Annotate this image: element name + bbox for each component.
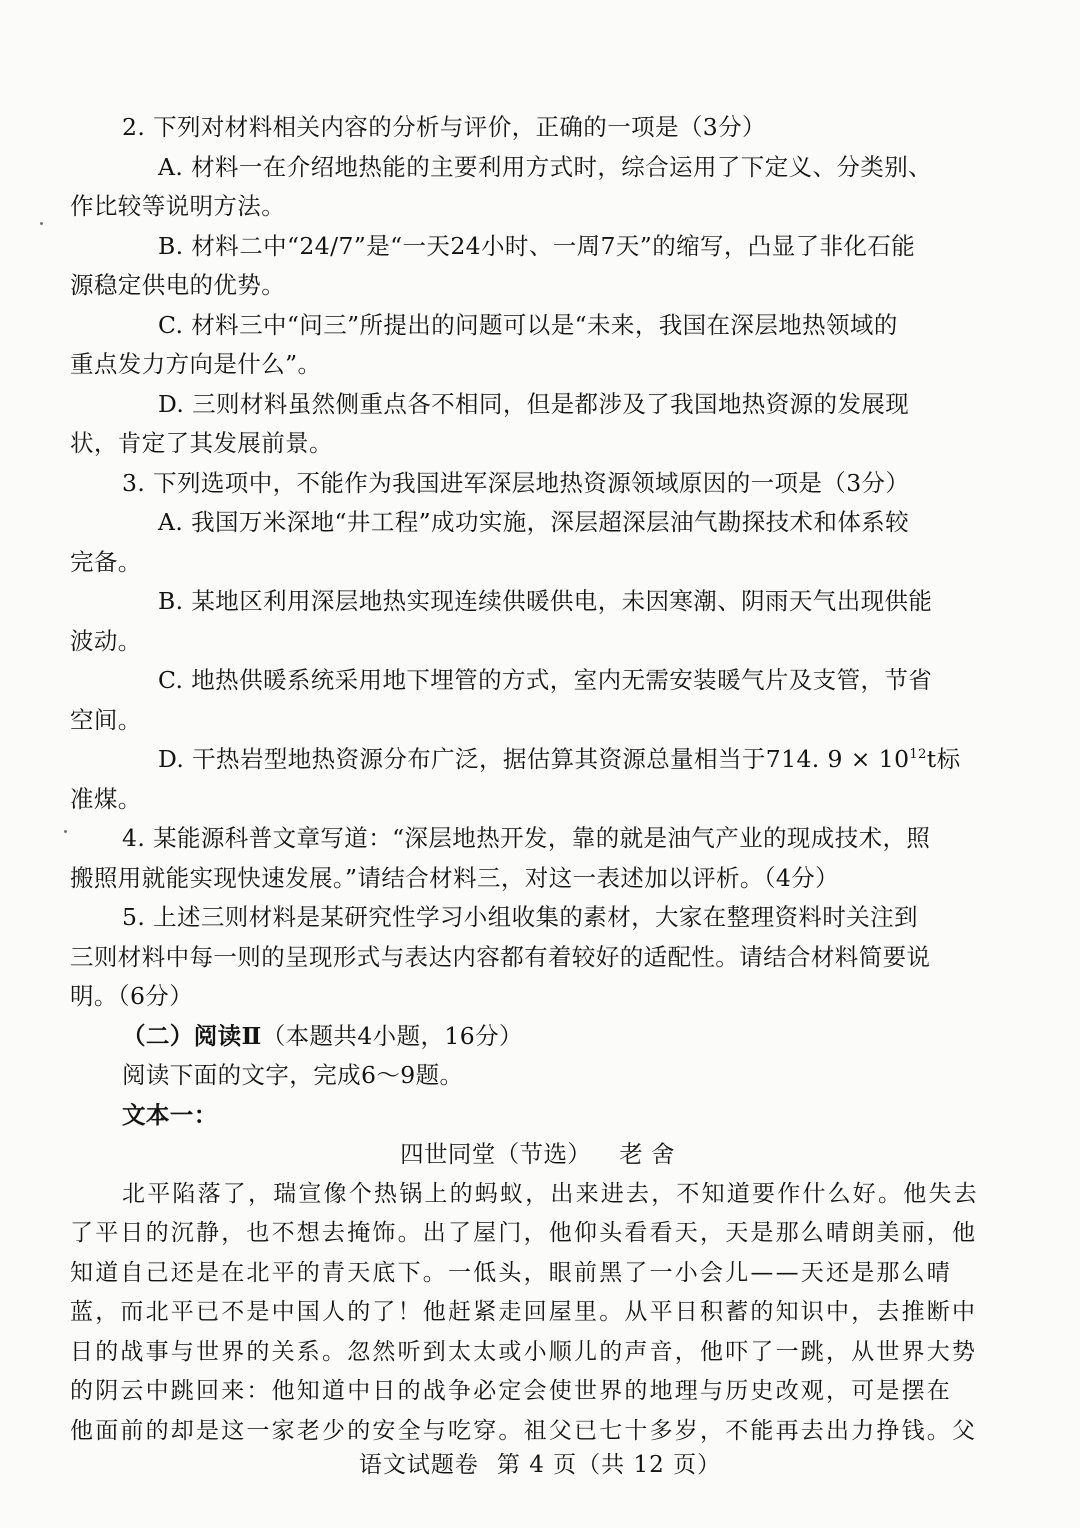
- scan-speck: [40, 222, 43, 225]
- footer-subject: 语文试题卷: [358, 1452, 479, 1478]
- passage-title-line: [70, 1135, 965, 1175]
- passage-line: 北平陷落了，瑞宣像个热锅上的蚂蚁，出来进去，不知道要作什么好。他失去: [122, 1180, 979, 1207]
- question-5-line-1: 5. 上述三则材料是某研究性学习小组收集的素材，大家在整理资料时关注到: [122, 903, 918, 931]
- question-2-option-c: C. 材料三中“问三”所提出的问题可以是“未来，我国在深层地热领域的: [158, 310, 898, 339]
- question-2-option-c-cont: 重点发力方向是什么”。: [70, 350, 322, 378]
- question-3-option-c-cont: 空间。: [70, 705, 142, 734]
- question-2-stem: 2. 下列对材料相关内容的分析与评价，正确的一项是（3分）: [122, 113, 766, 141]
- passage-line: 了平日的沉静，也不想去掩饰。出了屋门，他仰头看看天，天是那么晴朗美丽，他: [70, 1220, 978, 1246]
- passage-title: 四世同堂（节选）: [400, 1140, 592, 1168]
- question-2-option-d: D. 三则材料虽然侧重点各不相同，但是都涉及了我国地热资源的发展现: [158, 389, 910, 418]
- question-4-line-1: 4. 某能源科普文章写道：“深层地热开发，靠的就是油气产业的现成技术，照: [122, 824, 931, 852]
- question-3-option-c: C. 地热供暖系统采用地下埋管的方式，室内无需安装暖气片及支管，节省: [158, 666, 933, 694]
- exam-page: [70, 108, 979, 1451]
- passage-line: 蓝，而北平已不是中国人的了！他赶紧走回屋里。从平日积蓄的知识中，去推断中: [70, 1299, 978, 1325]
- section-heading-bold: （二）阅读Ⅱ: [122, 1021, 262, 1050]
- passage-author: 老 舍: [619, 1140, 675, 1168]
- question-2-option-d-cont: 状，肯定了其发展前景。: [70, 429, 333, 457]
- question-3-option-d: [70, 740, 965, 780]
- section-heading-rest: （本题共4小题，16分）: [261, 1021, 523, 1050]
- exponent: 12: [909, 747, 927, 763]
- question-3-option-b: B. 某地区利用深层地热实现连续供暖供电，未因寒潮、阴雨天气出现供能: [158, 587, 933, 615]
- question-2-option-a: A. 材料一在介绍地热能的主要利用方式时，综合运用了下定义、分类别、: [158, 152, 933, 181]
- text-label: 文本一：: [122, 1100, 218, 1129]
- question-2-option-b: B. 材料二中“24/7”是“一天24小时、一周7天”的缩写，凸显了非化石能: [158, 231, 916, 260]
- question-5-line-2: 三则材料中每一则的呈现形式与表达内容都有着较好的适配性。请结合材料简要说: [70, 942, 931, 971]
- section-heading: [70, 1017, 965, 1057]
- page-footer: [0, 1446, 1080, 1479]
- passage-line: 日的战事与世界的关系。忽然听到太太或小顺儿的声音，他吓了一跳，从世界大势: [70, 1338, 978, 1365]
- footer-page-number: 第 4 页（共 12 页）: [496, 1452, 722, 1478]
- section-instruction: 阅读下面的文字，完成6～9题。: [122, 1061, 464, 1089]
- scan-speck: [64, 830, 67, 833]
- passage-line: 的阴云中跳回来：他知道中日的战争必定会使世界的地理与历史改观，可是摆在: [70, 1378, 952, 1404]
- question-3-option-d-cont: 准煤。: [70, 784, 142, 813]
- question-3-option-a-cont: 完备。: [70, 547, 142, 576]
- question-4-line-2: 搬照用就能实现快速发展。”请结合材料三，对这一表述加以评析。（4分）: [70, 863, 840, 892]
- question-2-option-b-cont: 源稳定供电的优势。: [70, 271, 286, 299]
- passage-line: 他面前的却是这一家老少的安全与吃穿。祖父已七十多岁，不能再去出力挣钱。父: [70, 1417, 978, 1444]
- question-3-option-d-unit: t标: [926, 745, 961, 773]
- passage-line: 知道自己还是在北平的青天底下。一低头，眼前黑了一小会儿——天还是那么晴: [70, 1259, 952, 1286]
- question-5-line-3: 明。（6分）: [70, 982, 194, 1010]
- question-3-option-d-text: D. 干热岩型地热资源分布广泛，据估算其资源总量相当于714. 9 × 10: [158, 745, 910, 773]
- question-2-option-a-cont: 作比较等说明方法。: [70, 192, 286, 220]
- question-3-stem: 3. 下列选项中，不能作为我国进军深层地热资源领域原因的一项是（3分）: [122, 468, 910, 497]
- question-3-option-b-cont: 波动。: [70, 626, 142, 655]
- passage-body: [70, 1175, 979, 1452]
- question-3-option-a: A. 我国万米深地“井工程”成功实施，深层超深层油气勘探技术和体系较: [158, 508, 910, 536]
